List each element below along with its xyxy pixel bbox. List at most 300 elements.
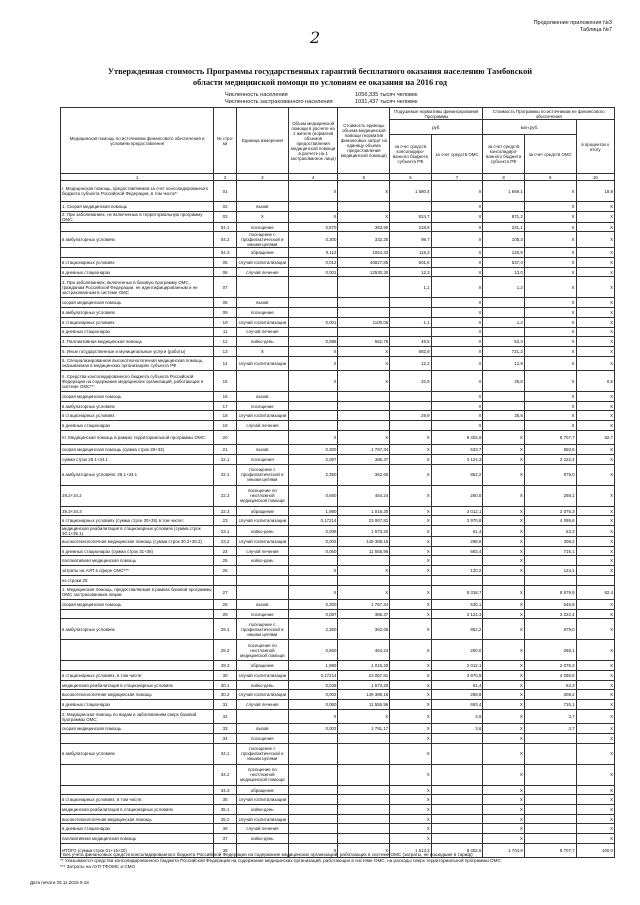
cell-pct: 0,5 (576, 371, 614, 392)
header-per-capita-unit: руб. (390, 120, 483, 135)
table-row (61, 640, 615, 661)
cell-s2: 3 222,4 (524, 455, 576, 465)
cell-n: 31 (214, 700, 237, 710)
cell-s2: 550,5 (524, 445, 576, 455)
cell-n: 37 (214, 834, 237, 844)
header-row-number: № стро-ки (214, 108, 237, 174)
cell-s1 (483, 308, 524, 318)
cell-vol (288, 298, 338, 308)
cell-pc1: X (390, 690, 431, 700)
cell-pc2: X (431, 248, 483, 258)
cell-pc2: 3 970,8 (431, 671, 483, 681)
cell-pc1: X (390, 824, 431, 834)
cell-cost (338, 298, 390, 308)
cell-unit: случай лечения (237, 327, 289, 337)
cell-pct: X (576, 232, 614, 248)
cell-name: в амбулаторных условиях (61, 743, 214, 764)
cell-vol (288, 392, 338, 402)
cell-s2: X (524, 248, 576, 258)
cell-cost: X (338, 356, 390, 371)
cell-name: 6. Специализированная высокотехнологичная медицинская помощь, оказываемая в медицинских организациях субъекта РФ (61, 356, 214, 371)
cell-s1 (483, 421, 524, 431)
column-number: 7 (431, 174, 483, 181)
cell-unit: койко-день (237, 556, 289, 566)
cell-s2: X (524, 371, 576, 392)
population-value: 1056,335 тысяч человек (355, 92, 418, 98)
cell-unit: случай госпитализации (237, 537, 289, 547)
cell-pc2: 298,8 (431, 690, 483, 700)
cell-n: 33 (214, 724, 237, 734)
table-row (61, 506, 615, 516)
cell-pc2: 852,2 (431, 464, 483, 485)
cell-s2 (524, 824, 576, 834)
cell-unit: обращение (237, 248, 289, 258)
cell-s2 (524, 556, 576, 566)
cell-n: 29.1 (214, 619, 237, 640)
cell-cost (338, 392, 390, 402)
cell-unit: X (237, 211, 289, 222)
cell-s1: X (483, 724, 524, 734)
cell-s1: X (483, 506, 524, 516)
cell-s2: 124,1 (524, 566, 576, 576)
cell-unit: койко-день (237, 805, 289, 815)
cell-s1: X (483, 455, 524, 465)
cell-cost: X (338, 430, 390, 445)
cell-s2 (524, 795, 576, 805)
cell-s2: X (524, 392, 576, 402)
cell-vol (288, 575, 338, 585)
table-row (61, 317, 615, 327)
cell-n: 22.2 (214, 485, 237, 506)
cell-cost (338, 401, 390, 411)
cell-s1: X (483, 566, 524, 576)
cell-s1: X (483, 709, 524, 724)
cell-vol: 0,060 (288, 700, 338, 710)
cell-cost (338, 785, 390, 795)
table-row (61, 600, 615, 610)
cell-pct: X (576, 485, 614, 506)
cell-n: 30.2 (214, 690, 237, 700)
cell-pc1: X (390, 700, 431, 710)
cell-unit: посещение с профилактической и иными целями (237, 743, 289, 764)
attachment-line: Продолжение приложения №3 (533, 20, 612, 26)
cell-name: паллиативная медицинская помощь (61, 556, 214, 566)
cell-vol: X (288, 430, 338, 445)
cell-cost (338, 824, 390, 834)
header-cost-budget: за счет средств консолидиро-ванного бюджета субъекта РФ (483, 135, 524, 174)
cell-cost: 1 767,34 (338, 445, 390, 455)
cell-n: 34 (214, 734, 237, 744)
cell-pct: X (576, 317, 614, 327)
header-pc-budget: за счет средств консолидиро-ванного бюджета субъекта РФ (390, 135, 431, 174)
cell-s2: X (524, 202, 576, 212)
cell-unit (237, 566, 289, 576)
cell-pct: X (576, 248, 614, 258)
cell-vol: 0,087 (288, 609, 338, 619)
cell-pc2: 3 124,3 (431, 455, 483, 465)
cell-s1: X (483, 619, 524, 640)
table-row (61, 526, 615, 537)
cell-pct: X (576, 506, 614, 516)
cell-name: 2. При заболеваниях, не включенных в территориальную программу ОМС: (61, 211, 214, 222)
cell-s1: 721,2 (483, 346, 524, 356)
column-number: 6 (390, 174, 431, 181)
cell-n: 02 (214, 202, 237, 212)
cell-s1: 35,8 (483, 411, 524, 421)
cell-vol (288, 411, 338, 421)
cell-cost (338, 202, 390, 212)
cell-unit (237, 575, 289, 585)
cell-s1: 35,8 (483, 371, 524, 392)
cell-unit: посещение с профилактической и иными целями (237, 619, 289, 640)
cell-s2: X (524, 267, 576, 277)
cell-name: в стационарных условиях, в том числе: (61, 795, 214, 805)
cell-name (61, 222, 214, 232)
cell-name: медицинская реабилитация в стационарных условиях (61, 805, 214, 815)
cell-pc2: X (431, 181, 483, 202)
cell-pc1: X (390, 709, 431, 724)
cell-pct: X (576, 445, 614, 455)
cell-pct: X (576, 546, 614, 556)
table-row (61, 308, 615, 318)
cell-vol: 2,350 (288, 464, 338, 485)
cell-pct (576, 575, 614, 585)
cell-vol: X (288, 346, 338, 356)
cell-s2: X (524, 258, 576, 268)
cell-unit: койко-день (237, 680, 289, 690)
cell-s2 (524, 834, 576, 844)
cell-name: в дневных стационарах (61, 267, 214, 277)
cell-pc2: X (431, 337, 483, 347)
cell-pct: X (576, 764, 614, 785)
cell-unit: случай госпитализации (237, 795, 289, 805)
cell-s1: X (483, 824, 524, 834)
cell-s2: 3 222,4 (524, 609, 576, 619)
cell-unit (237, 430, 289, 445)
cell-pc1: X (390, 834, 431, 844)
cell-s1: X (483, 834, 524, 844)
cell-s2: 8 707,7 (524, 843, 576, 858)
cell-name: 5. Иные государственные и муниципальные услуги (работы) (61, 346, 214, 356)
table-row (61, 671, 615, 681)
cell-pct: X (576, 337, 614, 347)
cell-pct: X (576, 308, 614, 318)
cell-cost: 1 767,34 (338, 600, 390, 610)
cell-pc2 (431, 814, 483, 824)
cell-s2: X (524, 327, 576, 337)
table-row (61, 445, 615, 455)
cell-s2: 3,7 (524, 724, 576, 734)
cell-pc1: X (390, 724, 431, 734)
cell-n: 34.1 (214, 743, 237, 764)
cell-vol: 0,300 (288, 445, 338, 455)
cell-pc1 (390, 308, 431, 318)
cell-vol: X (288, 211, 338, 222)
cell-pct: X (576, 556, 614, 566)
cell-n: 10 (214, 317, 237, 327)
cell-pc2: X (431, 211, 483, 222)
cell-unit: случай госпитализации (237, 690, 289, 700)
cell-pct: X (576, 680, 614, 690)
cell-unit: случай госпитализации (237, 814, 289, 824)
cell-pc2: 2 012,1 (431, 661, 483, 671)
table-row (61, 258, 615, 268)
cell-pc1 (390, 401, 431, 411)
cell-pc2: 3,6 (431, 724, 483, 734)
cell-unit: посещение по неотложной медицинской помощи (237, 485, 289, 506)
header-program-cost-unit: млн руб. (483, 120, 576, 135)
cell-n: 34.2 (214, 764, 237, 785)
cell-s1: X (483, 485, 524, 506)
table-row (61, 371, 615, 392)
cell-n: 12 (214, 337, 237, 347)
cell-s2: X (524, 421, 576, 431)
cell-pc1: X (390, 506, 431, 516)
cell-pc1: 12,2 (390, 356, 431, 371)
cost-table (60, 107, 615, 858)
cell-vol: 0,300 (288, 600, 338, 610)
cell-s2: X (524, 401, 576, 411)
cell-s1: X (483, 785, 524, 795)
cell-vol (288, 202, 338, 212)
cell-unit: обращение (237, 661, 289, 671)
cell-pct: X (576, 566, 614, 576)
cell-name: в амбулаторных условиях (61, 401, 214, 411)
cell-unit (237, 585, 289, 600)
cell-n: 35.1 (214, 805, 237, 815)
cell-unit: посещение (237, 609, 289, 619)
cell-s2: 63,3 (524, 680, 576, 690)
cell-s2: X (524, 317, 576, 327)
cell-name: III. Медицинская помощь в рамках территориальной программы ОМС: (61, 430, 214, 445)
cell-pc2: X (431, 308, 483, 318)
cell-vol: 0,002 (288, 724, 338, 734)
table-row (61, 566, 615, 576)
cell-pct: X (576, 600, 614, 610)
cell-unit: обращение (237, 785, 289, 795)
cell-n: 35 (214, 795, 237, 805)
cell-unit: посещение (237, 222, 289, 232)
cell-pct: X (576, 814, 614, 824)
cell-vol: 0,560 (288, 485, 338, 506)
cell-pc2: X (431, 421, 483, 431)
cell-vol: 0,039 (288, 680, 338, 690)
cell-name (61, 661, 214, 671)
cell-s2: X (524, 298, 576, 308)
cell-n: 23 (214, 516, 237, 526)
cell-s2: X (524, 211, 576, 222)
cell-vol (288, 814, 338, 824)
table-row (61, 824, 615, 834)
cell-name: в амбулаторных условиях (61, 232, 214, 248)
table-row (61, 232, 615, 248)
cell-cost: 1 573,20 (338, 680, 390, 690)
cell-s2 (524, 743, 576, 764)
cell-pc2: 61,4 (431, 680, 483, 690)
cell-vol (288, 743, 338, 764)
cell-n: 22.3 (214, 506, 237, 516)
cell-vol: 0,060 (288, 546, 338, 556)
cell-s1: X (483, 680, 524, 690)
cell-name: в стационарных условиях (61, 317, 214, 327)
cell-pct: X (576, 724, 614, 734)
cell-s2: 4 095,6 (524, 671, 576, 681)
cell-s1: X (483, 764, 524, 785)
cell-unit: посещение с профилактической и иными целями (237, 464, 289, 485)
cell-pct: X (576, 743, 614, 764)
cell-pc1: X (390, 671, 431, 681)
cell-cost: 1100,06 (338, 317, 390, 327)
cell-cost (338, 308, 390, 318)
cell-s2 (524, 764, 576, 785)
cell-n: 15 (214, 371, 237, 392)
cell-unit: случай лечения (237, 267, 289, 277)
cell-unit: посещение по неотложной медицинской помощи (237, 764, 289, 785)
cell-pc2: X (431, 222, 483, 232)
header-cost-oms: за счет средств ОМС (524, 135, 576, 174)
table-row (61, 392, 615, 402)
cell-pc2 (431, 743, 483, 764)
cell-vol (288, 421, 338, 431)
cell-pc1: 32,9 (390, 371, 431, 392)
cell-n: 16 (214, 392, 237, 402)
print-date: Дата печати 25.11.2015 9:18 (30, 880, 89, 885)
cell-unit: случай лечения (237, 824, 289, 834)
table-row (61, 661, 615, 671)
cell-pc2: 693,4 (431, 546, 483, 556)
cell-n: 26 (214, 566, 237, 576)
cell-unit (237, 371, 289, 392)
cell-pc2 (431, 734, 483, 744)
cell-vol (288, 308, 338, 318)
cell-unit: посещение (237, 734, 289, 744)
cell-pc1: X (390, 619, 431, 640)
cell-n: 30 (214, 671, 237, 681)
cell-unit: случай госпитализации (237, 411, 289, 421)
cell-n: 38 (214, 843, 237, 858)
cell-cost (338, 834, 390, 844)
cell-unit: посещение с профилактической и иными целями (237, 232, 289, 248)
table-row (61, 537, 615, 547)
cell-s1: X (483, 516, 524, 526)
cell-s2 (524, 814, 576, 824)
cell-pc2 (431, 764, 483, 785)
cell-n: 01 (214, 181, 237, 202)
table-row (61, 464, 615, 485)
cell-s2: X (524, 308, 576, 318)
cell-s1: X (483, 743, 524, 764)
cell-name (61, 764, 214, 785)
cell-name (61, 785, 214, 795)
cell-vol: 0,17214 (288, 516, 338, 526)
cell-n: 22.1 (214, 455, 237, 465)
cell-pc1: X (390, 785, 431, 795)
cell-n: 21 (214, 445, 237, 455)
table-row (61, 337, 615, 347)
cell-pc1: X (390, 537, 431, 547)
table-row (61, 181, 615, 202)
cell-pc2: 260,0 (431, 485, 483, 506)
cell-pc1: 1,1 (390, 317, 431, 327)
cell-cost: X (338, 566, 390, 576)
cell-name: в стационарных условиях, в том числе: (61, 671, 214, 681)
cell-vol (288, 556, 338, 566)
table-row (61, 690, 615, 700)
cell-name: скорая медицинская помощь (61, 724, 214, 734)
cell-pct: X (576, 661, 614, 671)
table-row (61, 743, 615, 764)
cell-s1: X (483, 556, 524, 566)
cell-pc2 (431, 824, 483, 834)
cell-cost: 1 016,20 (338, 661, 390, 671)
cell-cost: X (338, 843, 390, 858)
cell-n: 27 (214, 585, 237, 600)
cell-n: 13 (214, 346, 237, 356)
cell-vol: 0,087 (288, 455, 338, 465)
cell-s1: 1,2 (483, 277, 524, 298)
table-row (61, 202, 615, 212)
cell-s1: 52,3 (483, 337, 524, 347)
cell-pc1: 1 613,3 (390, 843, 431, 858)
cell-s1: X (483, 671, 524, 681)
cell-s1: X (483, 537, 524, 547)
cell-s2: 3,7 (524, 709, 576, 724)
cell-pct: X (576, 327, 614, 337)
cell-name: затраты на АУП в сфере ОМС*** (61, 566, 214, 576)
cell-pct: X (576, 222, 614, 232)
cell-pc1 (390, 421, 431, 431)
cell-unit: обращение (237, 506, 289, 516)
cell-pc2: 852,2 (431, 619, 483, 640)
cell-vol (288, 795, 338, 805)
cell-pct: X (576, 640, 614, 661)
cell-n: 36 (214, 824, 237, 834)
cell-s2: 268,1 (524, 640, 576, 661)
cell-vol (288, 805, 338, 815)
cell-unit: случай госпитализации (237, 671, 289, 681)
cell-pc2: X (431, 202, 483, 212)
cell-unit: посещение по неотложной медицинской помощи (237, 640, 289, 661)
header-unit: Единица измерения (237, 108, 289, 174)
document-title (40, 66, 600, 88)
cell-vol: X (288, 843, 338, 858)
cell-cost: 23 067,81 (338, 671, 390, 681)
cell-s2: 715,1 (524, 546, 576, 556)
cell-name: скорая медицинская помощь (61, 298, 214, 308)
cell-pct: X (576, 401, 614, 411)
cell-pc2: X (431, 327, 483, 337)
cell-pc1: X (390, 764, 431, 785)
cell-vol (288, 277, 338, 298)
cell-unit: случай госпитализации (237, 317, 289, 327)
cell-unit: койко-день (237, 337, 289, 347)
table-row (61, 795, 615, 805)
table-row (61, 814, 615, 824)
cell-n: 29.2 (214, 640, 237, 661)
column-number: 4 (288, 174, 338, 181)
cell-name (61, 734, 214, 744)
cell-pc1: X (390, 661, 431, 671)
cell-s1: X (483, 430, 524, 445)
header-program-cost: Стоимость Программы по источникам ее финансового обеспечения (483, 108, 615, 120)
cell-s1 (483, 392, 524, 402)
cell-cost: 386,37 (338, 609, 390, 619)
cell-s1: 231,1 (483, 222, 524, 232)
cell-pc2: X (431, 317, 483, 327)
cell-vol: X (288, 566, 338, 576)
table-row (61, 327, 615, 337)
header-per-capita: Подушевые нормативы финансирования Программы (390, 108, 483, 120)
